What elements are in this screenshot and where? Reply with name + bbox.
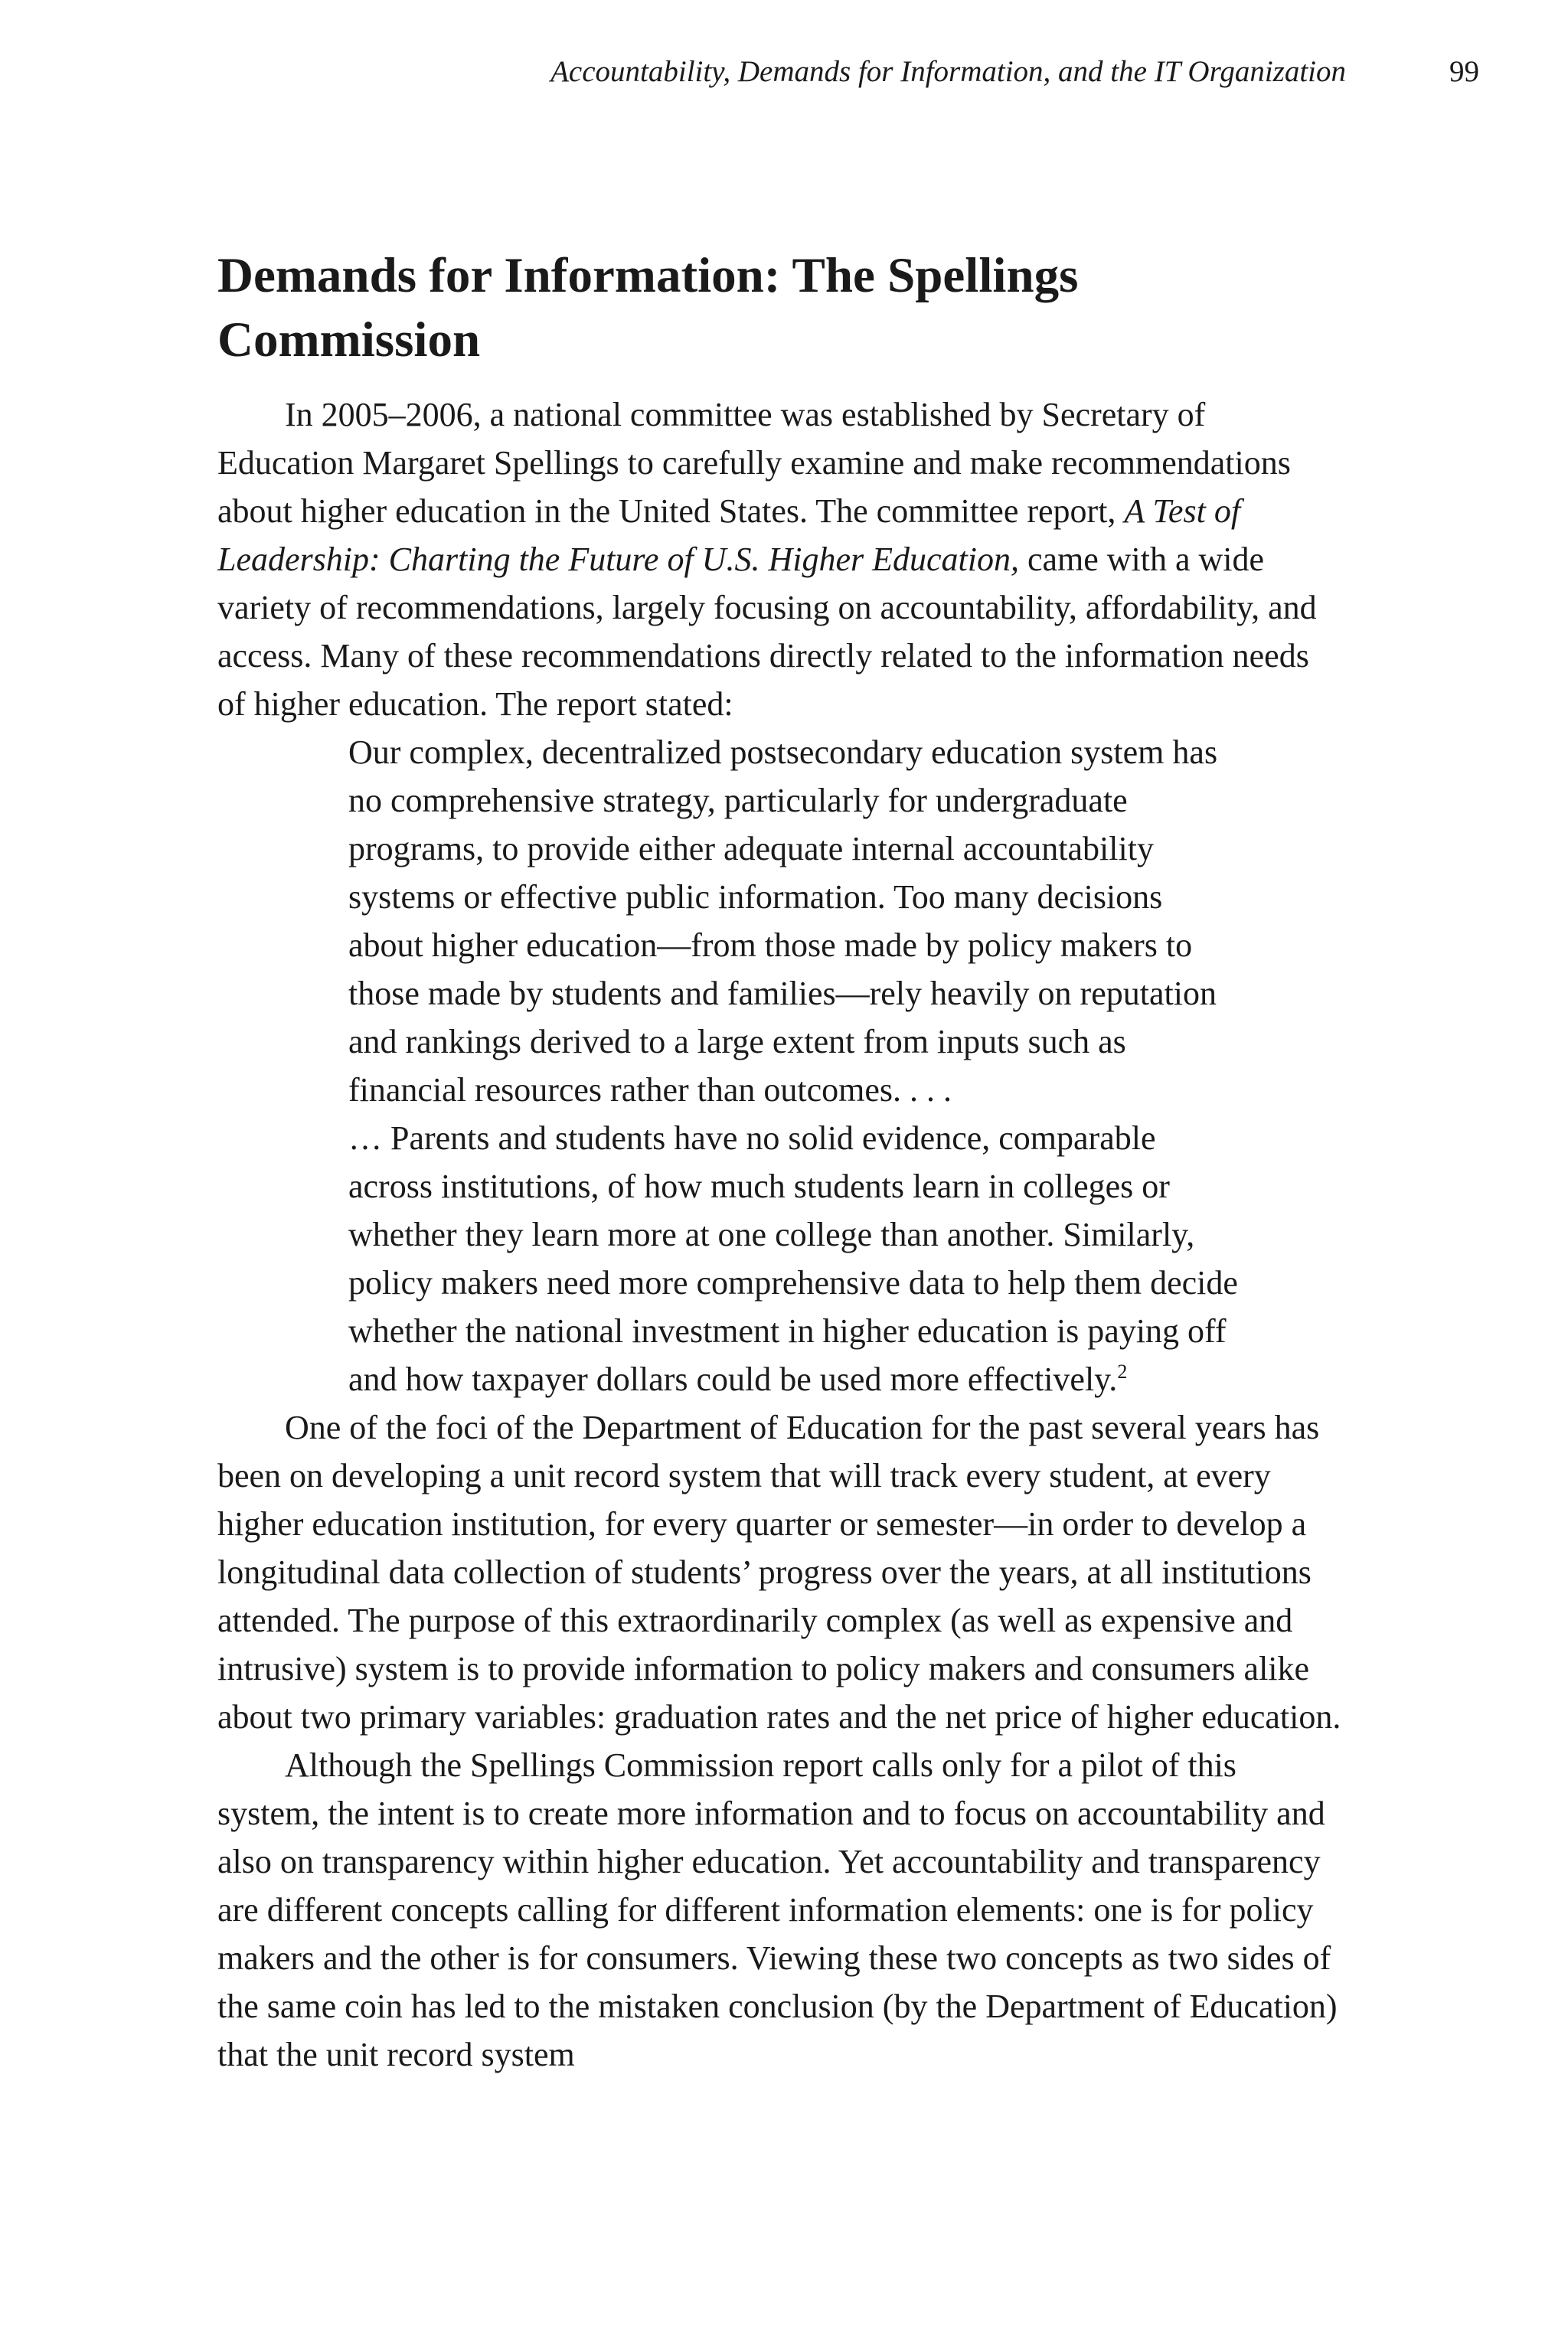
running-title: Accountability, Demands for Information, and the IT Organization — [550, 55, 1346, 88]
page-number: 99 — [1449, 55, 1479, 88]
block-quote-part-2-text: … Parents and students have no solid evidence, comparable across institutions, of how much students learn in colleges or whether they learn more at one college than another. Similarly, policy makers need more comprehensive data to help them decide whether the national investment in higher education is paying off and how taxpayer dollars could be used more effectively. — [348, 1119, 1238, 1398]
running-header — [0, 49, 1568, 95]
section-heading: Demands for Information: The Spellings Commission — [217, 248, 1079, 368]
footnote-reference: 2 — [1117, 1361, 1128, 1383]
paragraph-unit-record: One of the foci of the Department of Education for the past several years has been on developing a unit record system that will track every student, at every higher education institution, for every quarter or semester—in order to develop a longitudinal data collection of students’ progress over the years, at all institutions attended. The purpose of this extraordinarily complex (as well as expensive and intrusive) system is to provide information to policy makers and consumers alike about two primary variables: graduation rates and the net price of higher education. — [217, 1409, 1341, 1736]
report-title: A Test of Leadership: Charting the Future of U.S. Higher Education, — [217, 492, 1241, 578]
block-quote — [348, 728, 1244, 1403]
paragraph-intro-text-a: In 2005–2006, a national committee was established by Secretary of Education Margaret Spellings to carefully examine and make recommendations about higher education in the United States. The committee report, — [217, 396, 1291, 530]
block-quote-part-1: Our complex, decentralized postsecondary education system has no comprehensive strategy, particularly for undergraduate programs, to provide either adequate internal accountability systems or effective public information. Too many decisions about higher education—from those made by policy makers to those made by students and families—rely heavily on reputation and rankings derived to a large extent from inputs such as financial resources rather than outcomes. . . . — [348, 733, 1218, 1109]
paragraph-intro-text-b: came with a wide variety of recommendations, largely focusing on accountability, affordability, and access. Many of these recommendations directly related to the information needs of higher education. The report stated: — [217, 541, 1317, 723]
paragraph-pilot: Although the Spellings Commission report calls only for a pilot of this system, the intent is to create more information and to focus on accountability and also on transparency within higher education. Yet accountability and transparency are different concepts calling for different information elements: one is for policy makers and the other is for consumers. Viewing these two concepts as two sides of the same coin has led to the mistaken conclusion (by the Department of Education) that the unit record system — [217, 1746, 1338, 2073]
block-quote-part-2 — [348, 1114, 1244, 1403]
paragraph-intro — [217, 390, 1343, 728]
page-body — [217, 243, 1343, 2079]
